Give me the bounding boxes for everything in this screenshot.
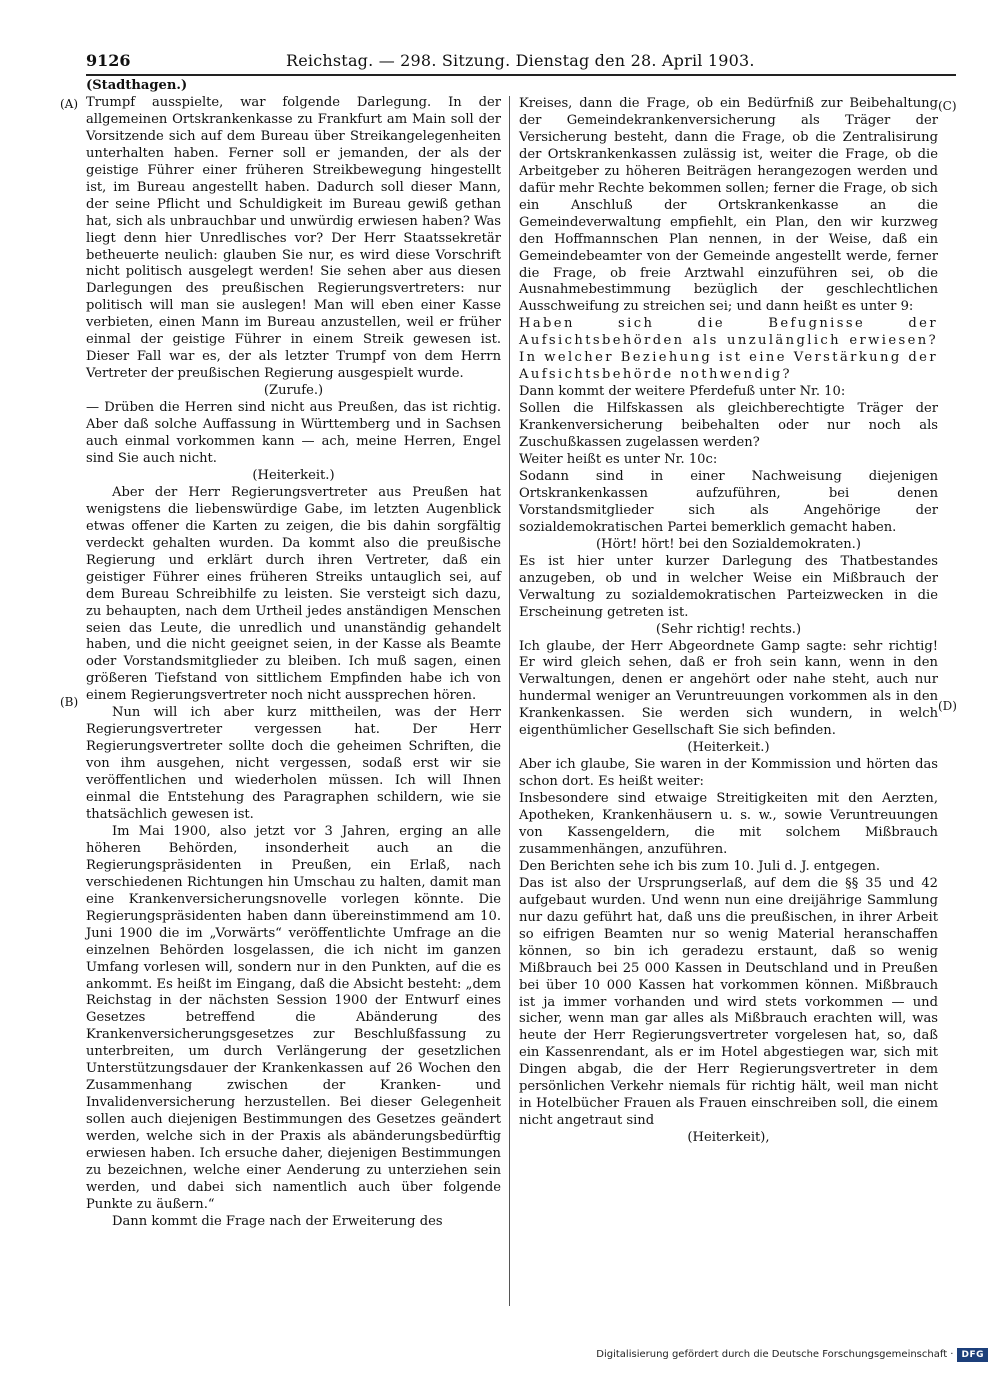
credit-text: Digitalisierung gefördert durch die Deutsche Forschungsgemeinschaft · (596, 1349, 954, 1360)
interjection: (Heiterkeit.) (687, 740, 770, 756)
margin-mark-b: (B) (60, 695, 79, 709)
paragraph: Weiter heißt es unter Nr. 10c: (519, 452, 718, 468)
running-title: Reichstag. — 298. Sitzung. Dienstag den 28. April 1903. (286, 51, 755, 70)
paragraph: Dann kommt der weitere Pferdefuß unter Nr. 10: (519, 384, 846, 400)
dfg-logo: DFG (957, 1348, 988, 1362)
interjection: (Heiterkeit.) (252, 467, 335, 483)
margin-mark-d: (D) (938, 699, 957, 713)
interjection: (Heiterkeit), (687, 1130, 770, 1146)
interjection: (Zurufe.) (263, 383, 324, 399)
paragraph: Ich glaube, der Herr Abgeordnete Gamp sagte: sehr richtig! Er wird gleich sehen, daß er froh sein kann, wenn in den Verwaltungen, denen er angehört oder nahe steht, auch nur hundermal weniger an Veruntreuungen vorkommen als in den Krankenkassen. Sie werden sich wundern, in welch eigenthümlicher Gesellschaft Sie sich befinden. (519, 638, 938, 739)
margin-mark-c: (C) (938, 99, 957, 113)
interjection: (Sehr richtig! rechts.) (655, 621, 802, 637)
quoted-question: Sollen die Hilfskassen als gleichberechtigte Träger der Krankenversicherung beibehalten oder nur noch als Zuschußkassen zugelassen werden? (519, 401, 938, 451)
speaker-name: (Stadthagen.) (86, 78, 188, 93)
paragraph: Nun will ich aber kurz mittheilen, was der Herr Regierungsvertreter vergessen hat. Der Herr Regierungsvertreter sollte doch die geheimen Schriften, die von ihm ausgehen, nicht vergessen, sodaß erst wir sie veröffentlichen und wiederholen müssen. Ich will Ihnen einmal die Entstehung des Paragraphen schildern, wie sie thatsächlich gewesen ist. (86, 705, 501, 822)
paragraph: Trumpf ausspielte, war folgende Darlegung. In der allgemeinen Ortskrankenkasse zu Frankfurt am Main soll der Vorsitzende sich auf dem Bureau über Streikangelegenheiten unterhalten haben. Ferner soll er jemanden, der als der geistige Führer einer früheren Streikbewegung hingestellt ist, im Bureau angestellt haben. Dadurch soll dieser Mann, der seine Pflicht und Schuldigkeit im Bureau gewiß gethan hat, sich als unbrauchbar und unwürdig erwiesen haben? Was liegt denn hier Unredlisches vor? Der Herr Staatssekretär betheuerte neulich: glauben Sie nur, es wird diese Vorschrift nicht politisch ausgelegt werden! Sie sehen aber aus diesen Darlegungen des preußischen Regierungsvertreters: nur politisch will man sie auslegen! Man will eben einer Kasse verbieten, einen Mann im Bureau anzustellen, weil er früher einmal der geistige Führer in einem Streik gewesen ist. Dieser Fall war es, der als letzter Trumpf von dem Herrn Vertreter der preußischen Regierung ausgespielt wurde. (86, 94, 501, 382)
paragraph: Das ist also der Ursprungserlaß, auf dem die §§ 35 und 42 aufgebaut wurden. Und wenn nun eine dreijährige Sammlung nur dazu geführt hat, daß uns die preußischen, in ihrer Arbeit so eifrigen Beamten nur so wenig Material heranschaffen können, so bin ich geradezu erstaunt, daß so wenig Mißbrauch bei 25 000 Kassen in Deutschland und in Preußen bei über 10 000 Kassen hat vorkommen können. Mißbrauch ist ja immer vorhanden und wird stets vorkommen — und sicher, wenn man gar alles als Mißbrauch erachten will, was heute der Herr Regierungsvertreter vorgelesen hat, so, daß ein Kassenrendant, als er im Hotel abgestiegen war, sich mit Dingen abgab, die der Herr Regierungsvertreter in dem persönlichen Verkehr niemals für richtig hält, weil man nicht in Hotelbücher Frauen als Frauen einschreiben soll, die einem nicht angetraut sind (519, 875, 938, 1129)
quoted-passage: Sodann sind in einer Nachweisung diejenigen Ortskrankenkassen aufzuführen, bei denen Vorstandsmitglieder sich als Angehörige der sozialdemokratischen Partei bemerklich gemacht haben. (519, 468, 938, 535)
paragraph: Aber der Herr Regierungsvertreter aus Preußen hat wenigstens die liebenswürdige Gabe, im letzten Augenblick etwas offener die Karten zu zeigen, die bis dahin sorgfältig verdeckt gehalten wurden. Da kommt also die preußische Regierung und erklärt durch ihren Vertreter, daß ein geistiger Führer eines früheren Streiks untauglich sei, auf dem Bureau Schreibhilfe zu leisten. Sie versteigt sich dazu, zu behaupten, nach dem Urtheil jedes anständigen Menschen seien das Leute, die unredlich und unanständig gehandelt haben, und die nicht geeignet seien, in der Kasse als Beamte oder Vorstandsmitglieder zu bleiben. Ich muß sagen, einen größeren Tiefstand von sittlichem Empfinden habe ich von einem Regierungsvertreter noch nicht aussprechen hören. (86, 484, 501, 704)
header-rule (86, 74, 956, 76)
quoted-question: Haben sich die Befugnisse der Aufsichtsbehörden als unzulänglich erwiesen? In welcher Beziehung ist eine Verstärkung der Aufsichtsbehörde nothwendig? (519, 316, 938, 383)
quoted-passage: Insbesondere sind etwaige Streitigkeiten mit den Aerzten, Apotheken, Krankenhäusern u. s. w., sowie Veruntreuungen von Kassengeldern, die mit solchem Mißbrauch zusammenhängen, anzuführen. (519, 791, 938, 857)
column-divider (509, 96, 510, 1306)
paragraph: Im Mai 1900, also jetzt vor 3 Jahren, erging an alle höheren Behörden, insonderheit auch an die Regierungspräsidenten in Preußen, ein Erlaß, nach verschiedenen Richtungen hin Umschau zu halten, damit man eine Krankenversicherungsnovelle vorlegen könnte. Die Regierungspräsidenten haben dann übereinstimmend am 10. Juni 1900 die im „Vorwärts“ veröffentlichte Umfrage an die einzelnen Behörden losgelassen, die ich nicht im ganzen Umfang vorlesen will, sondern nur in den Punkten, auf die es ankommt. Es heißt im Eingang, daß die Absicht besteht: „dem Reichstag in der nächsten Session 1900 der Entwurf eines Gesetzes betreffend die Abänderung des Krankenversicherungsgesetzes zur Beschlußfassung zu unterbreiten, um durch Verlängerung der gesetzlichen Unterstützungsdauer der Krankenkassen auf 26 Wochen den Zusammenhang zwischen der Kranken- und Invalidenversicherung herzustellen. Bei dieser Gelegenheit sollen auch diejenigen Bestimmungen des Gesetzes geändert werden, welche sich in der Praxis als abänderungsbedürftig erwiesen haben. Ich ersuche daher, diejenigen Bestimmungen zu bezeichnen, welche einer Aenderung zu unterziehen sein werden, und dabei sich namentlich auch über folgende Punkte zu äußern.“ (86, 823, 501, 1212)
left-column (86, 78, 501, 1231)
interjection: (Hört! hört! bei den Sozialdemokraten.) (596, 536, 861, 552)
paragraph: Kreises, dann die Frage, ob ein Bedürfniß zur Beibehaltung der Gemeindekrankenversicherung als Träger der Versicherung besteht, dann die Frage, ob die Zentralisirung der Ortskrankenkassen zulässig ist, weiter die Frage, ob die Arbeitgeber zu höheren Beiträgen herangezogen werden und dafür mehr Rechte bekommen sollen; ferner die Frage, ob sich ein Anschluß der Ortskrankenkasse an die Gemeindeverwaltung empfiehlt, ein Plan, den wir kurzweg den Hoffmannschen Plan nennen, in der Weise, daß ein Gemeindebeamter von der Gemeinde angestellt werde, ferner die Frage, ob freie Arztwahl einzuführen sei, ob die Ausnahmebestimmung bezüglich der geschlechtlichen Ausschweifung zu streichen sei; und dann heißt es unter 9: (519, 96, 938, 315)
paragraph: — Drüben die Herren sind nicht aus Preußen, das ist richtig. Aber daß solche Auffassung in Württemberg und in Sachsen auch einmal vorkommen kann — ach, meine Herren, Engel sind Sie auch nicht. (86, 400, 501, 466)
right-column (519, 96, 938, 1147)
page-header (86, 48, 956, 74)
digitization-credit (596, 1347, 988, 1363)
paragraph: Dann kommt die Frage nach der Erweiterung des (112, 1213, 443, 1229)
quoted-passage: Es ist hier unter kurzer Darlegung des Thatbestandes anzugeben, ob und in welcher Weise ein Mißbrauch der Verwaltung zu sozialdemokratischen Parteizwecken in die Erscheinung getreten ist. (519, 553, 938, 620)
page-number: 9126 (86, 51, 131, 70)
paragraph: Aber ich glaube, Sie waren in der Kommission und hörten das schon dort. Es heißt weiter: (519, 757, 938, 790)
margin-mark-a: (A) (60, 97, 79, 111)
quoted-passage: Den Berichten sehe ich bis zum 10. Juli d. J. entgegen. (519, 858, 881, 874)
